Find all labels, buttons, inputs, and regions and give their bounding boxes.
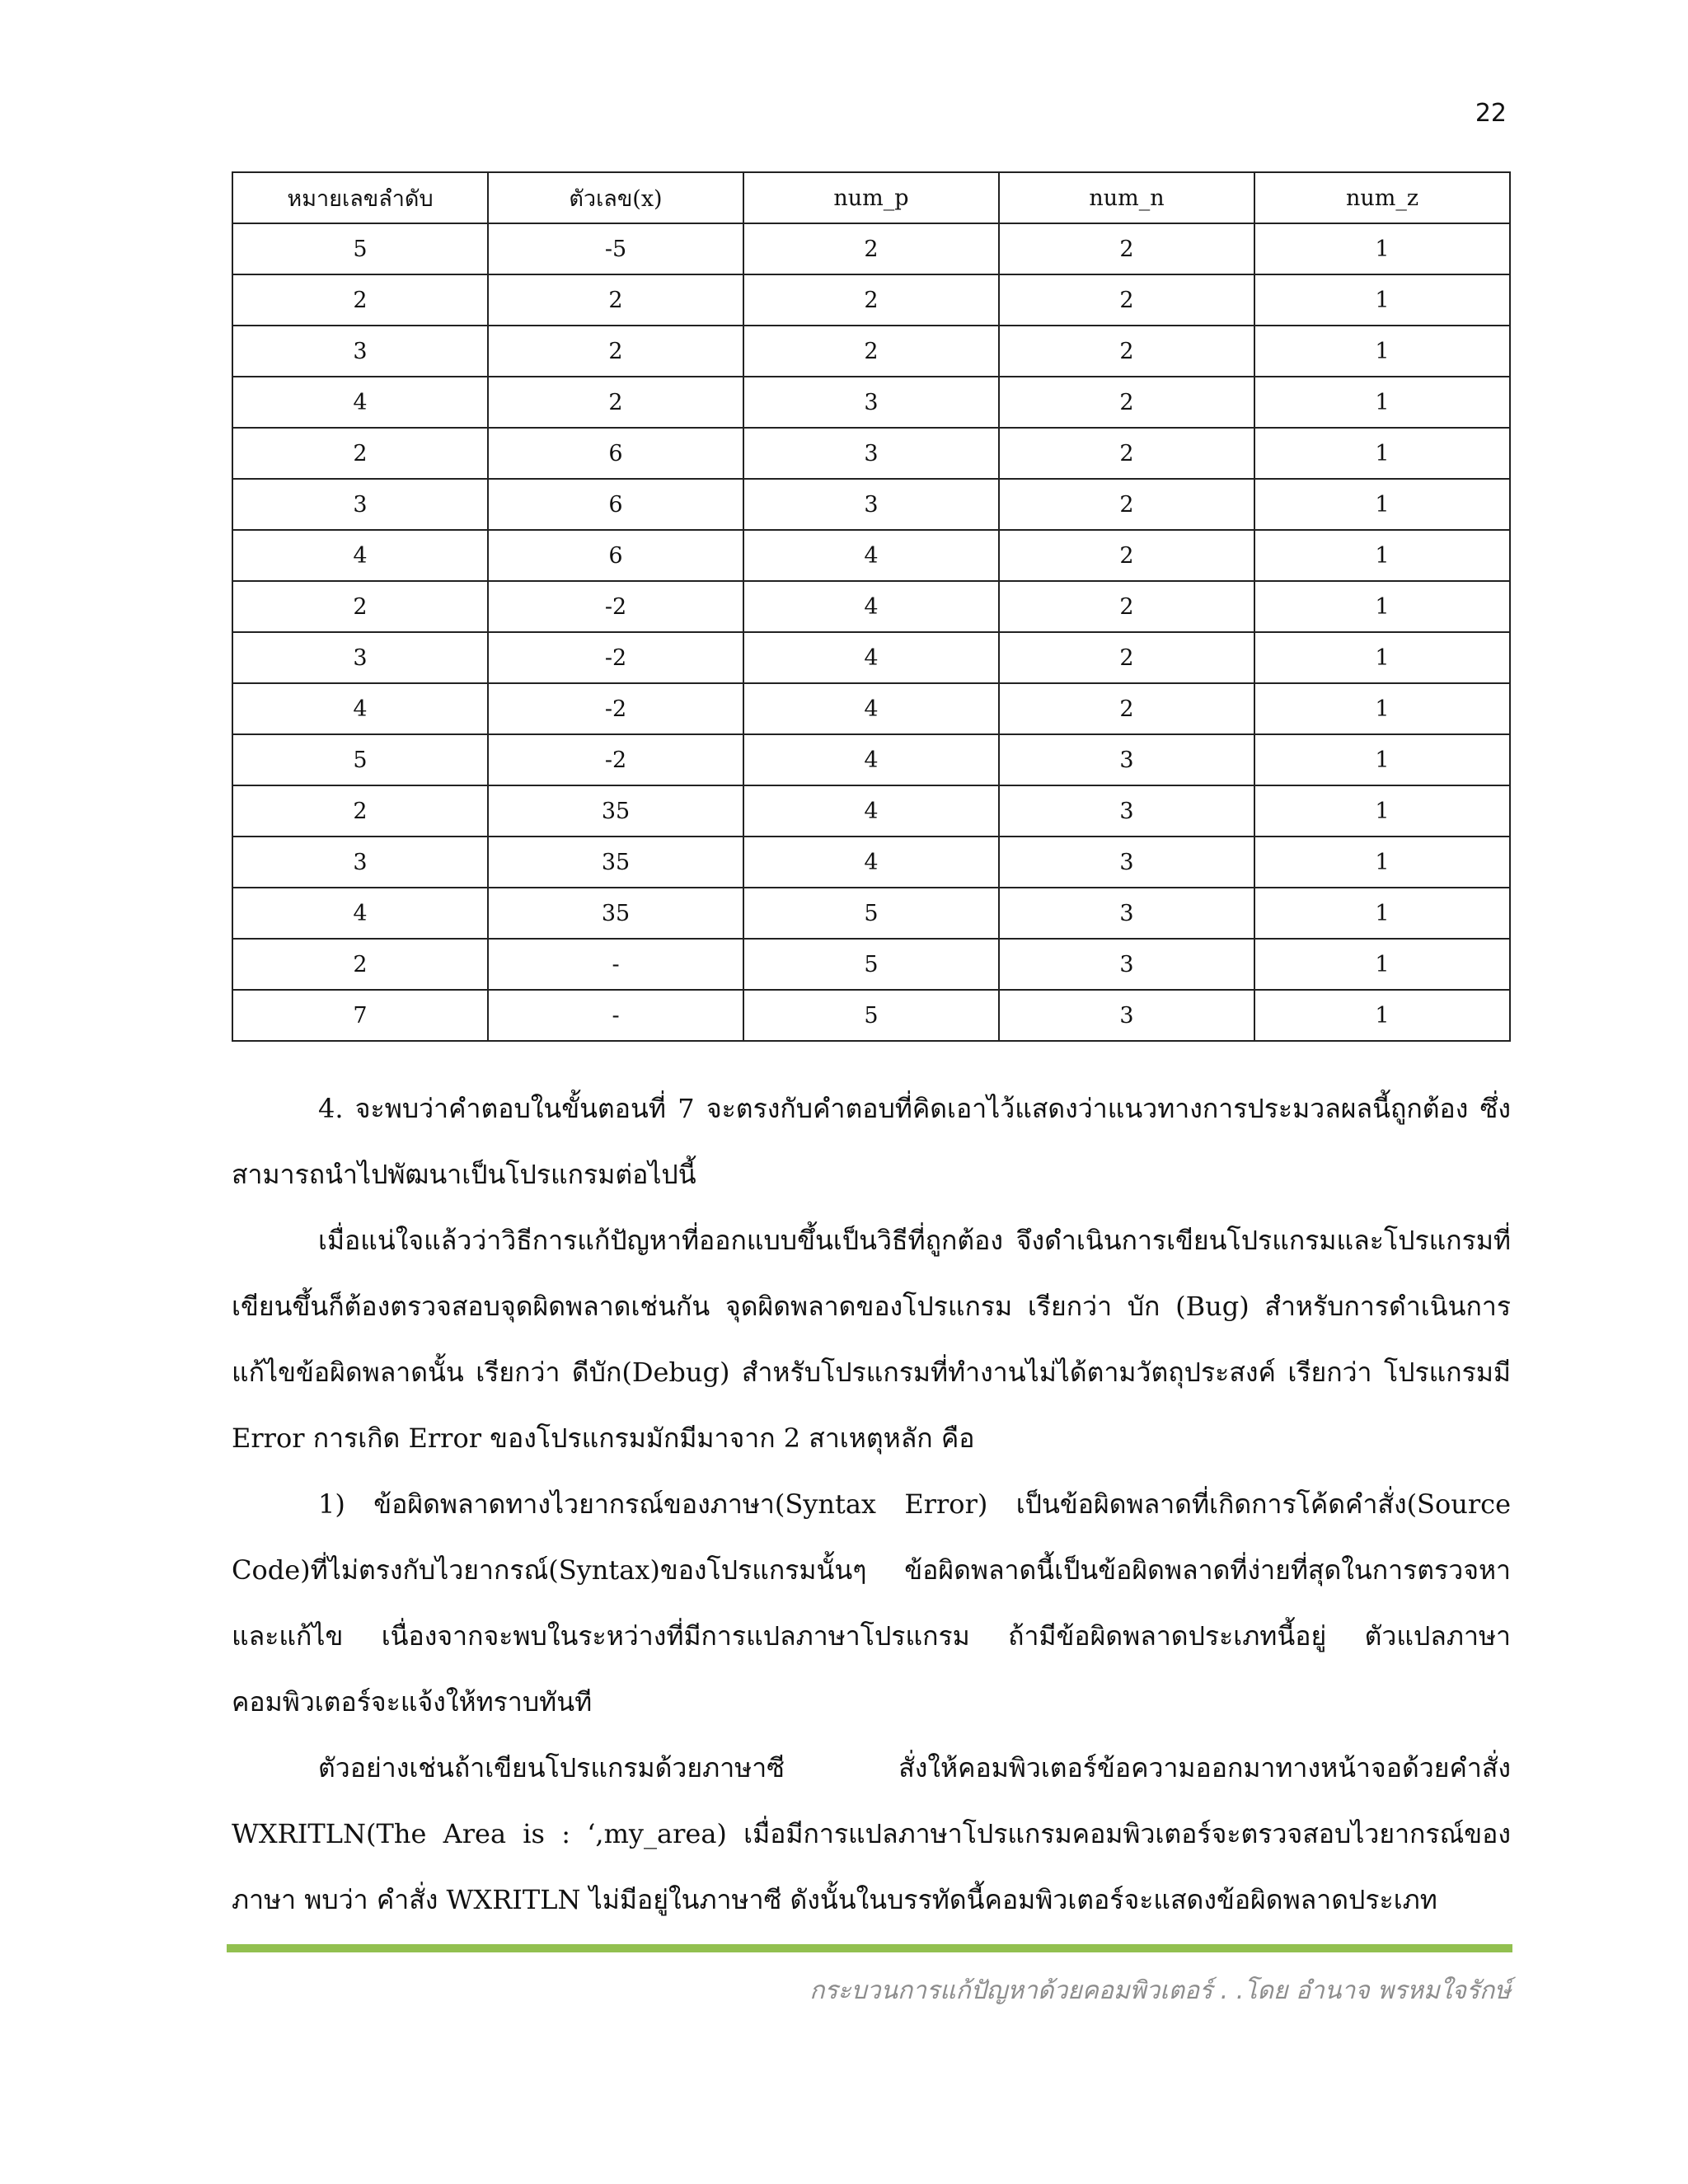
table-cell: 3 (743, 479, 999, 530)
table-cell: 1 (1254, 377, 1510, 428)
table-cell: 3 (999, 785, 1254, 837)
table-cell: 2 (999, 479, 1254, 530)
header-num-p: num_p (743, 172, 999, 223)
table-cell: 1 (1254, 785, 1510, 837)
table-cell: 2 (488, 377, 743, 428)
footer-divider (227, 1944, 1512, 1952)
table-cell: -5 (488, 223, 743, 274)
table-cell: 1 (1254, 888, 1510, 939)
table-row (232, 785, 1510, 837)
paragraph-example: ตัวอย่างเช่นถ้าเขียนโปรแกรมด้วยภาษาซี สั่งให้คอมพิวเตอร์ข้อความออกมาทางหน้าจอด้วยคำสั่ง WXRITLN(The Area is : ‘,my_area) เมื่อมีการแปลภาษาโปรแกรมคอมพิวเตอร์จะตรวจสอบไวยากรณ์ของภาษา พบว่า คำสั่ง WXRITLN ไม่มีอยู่ในภาษาซี ดังนั้นในบรรทัดนี้คอมพิวเตอร์จะแสดงข้อผิดพลาดประเภท (232, 1752, 1511, 1915)
table-row (232, 683, 1510, 734)
table-row (232, 939, 1510, 990)
table-cell: 2 (999, 581, 1254, 632)
table-cell: 3 (232, 837, 488, 888)
table-cell: 35 (488, 888, 743, 939)
table-cell: 6 (488, 530, 743, 581)
table-cell: 3 (999, 888, 1254, 939)
table-cell: 1 (1254, 837, 1510, 888)
table-cell: 7 (232, 990, 488, 1041)
table-cell: 1 (1254, 326, 1510, 377)
header-x: ตัวเลข(x) (488, 172, 743, 223)
table-cell: -2 (488, 734, 743, 785)
table-header-row (232, 172, 1510, 223)
table-cell: 4 (232, 530, 488, 581)
table-cell: 3 (232, 326, 488, 377)
table-row (232, 479, 1510, 530)
table-cell: 5 (232, 734, 488, 785)
table-cell: 3 (999, 939, 1254, 990)
table-row (232, 326, 1510, 377)
table-cell: 2 (999, 377, 1254, 428)
table-cell: 2 (232, 939, 488, 990)
table-cell: 2 (232, 581, 488, 632)
table-cell: 2 (743, 223, 999, 274)
table-cell: 1 (1254, 632, 1510, 683)
paragraph-syntax-error: 1) ข้อผิดพลาดทางไวยากรณ์ของภาษา(Syntax Error) เป็นข้อผิดพลาดที่เกิดการโค้ดคำสั่ง(Source Code)ที่ไม่ตรงกับไวยากรณ์(Syntax)ของโปรแกรมนั้นๆ ข้อผิดพลาดนี้เป็นข้อผิดพลาดที่ง่ายที่สุดในการตรวจหาและแก้ไข เนื่องจากจะพบในระหว่างที่มีการแปลภาษาโปรแกรม ถ้ามีข้อผิดพลาดประเภทนี้อยู่ ตัวแปลภาษา คอมพิวเตอร์จะแจ้งให้ทราบทันที (232, 1488, 1511, 1718)
table-cell: 4 (232, 888, 488, 939)
table-cell: 1 (1254, 939, 1510, 990)
table-cell: 2 (743, 274, 999, 326)
table-cell: 1 (1254, 530, 1510, 581)
table-cell: 4 (743, 530, 999, 581)
table-row (232, 734, 1510, 785)
table-row (232, 377, 1510, 428)
table-cell: 35 (488, 785, 743, 837)
table-cell: 2 (999, 530, 1254, 581)
paragraph-step4: 4. จะพบว่าคำตอบในขั้นตอนที่ 7 จะตรงกับคำตอบที่คิดเอาไว้แสดงว่าแนวทางการประมวลผลนี้ถูกต้อง ซึ่งสามารถนำไปพัฒนาเป็นโปรแกรมต่อไปนี้ (232, 1093, 1511, 1190)
table-cell: 4 (232, 377, 488, 428)
table-cell: 2 (232, 274, 488, 326)
table-cell: 1 (1254, 428, 1510, 479)
table-cell: 4 (743, 581, 999, 632)
table-row (232, 888, 1510, 939)
table-cell: 2 (999, 223, 1254, 274)
table-body (232, 223, 1510, 1041)
table-cell: 1 (1254, 223, 1510, 274)
footer-text: กระบวนการแก้ปัญหาด้วยคอมพิวเตอร์ . .โดย อำนาจ พรหมใจรักษ์ (809, 1976, 1511, 2005)
table-cell: 2 (232, 785, 488, 837)
table-cell: 4 (743, 785, 999, 837)
table-cell: 4 (743, 734, 999, 785)
table-row (232, 530, 1510, 581)
table-cell: - (488, 990, 743, 1041)
table-cell: 4 (232, 683, 488, 734)
table-cell: 1 (1254, 479, 1510, 530)
table-cell: 3 (232, 632, 488, 683)
table-cell: 1 (1254, 990, 1510, 1041)
table-row (232, 581, 1510, 632)
header-num-n: num_n (999, 172, 1254, 223)
header-num-z: num_z (1254, 172, 1510, 223)
table-cell: 2 (999, 632, 1254, 683)
table-cell: 1 (1254, 581, 1510, 632)
table-cell: 2 (488, 274, 743, 326)
table-cell: 6 (488, 428, 743, 479)
body-text (232, 1076, 1511, 1933)
table-cell: 5 (743, 888, 999, 939)
table-cell: 3 (999, 734, 1254, 785)
table-cell: 6 (488, 479, 743, 530)
table-cell: -2 (488, 581, 743, 632)
table-cell: 3 (743, 428, 999, 479)
table-cell: 3 (999, 990, 1254, 1041)
header-index: หมายเลขลำดับ (232, 172, 488, 223)
table-cell: 2 (743, 326, 999, 377)
table-cell: 5 (743, 990, 999, 1041)
table-cell: 2 (488, 326, 743, 377)
table-cell: 35 (488, 837, 743, 888)
table-cell: 1 (1254, 274, 1510, 326)
table-cell: -2 (488, 632, 743, 683)
table-cell: 3 (232, 479, 488, 530)
trace-table (232, 171, 1511, 1042)
paragraph-debug-intro: เมื่อแน่ใจแล้วว่าวิธีการแก้ปัญหาที่ออกแบบขึ้นเป็นวิธีที่ถูกต้อง จึงดำเนินการเขียนโปรแกรมและโปรแกรมที่เขียนขึ้นก็ต้องตรวจสอบจุดผิดพลาดเช่นกัน จุดผิดพลาดของโปรแกรม เรียกว่า บัก (Bug) สำหรับการดำเนินการแก้ไขข้อผิดพลาดนั้น เรียกว่า ดีบัก(Debug) สำหรับโปรแกรมที่ทำงานไม่ได้ตามวัตถุประสงค์ เรียกว่า โปรแกรมมี Error การเกิด Error ของโปรแกรมมักมีมาจาก 2 สาเหตุหลัก คือ (232, 1225, 1511, 1454)
table-row (232, 274, 1510, 326)
table-cell: -2 (488, 683, 743, 734)
table-cell: 5 (743, 939, 999, 990)
table-cell: - (488, 939, 743, 990)
table-row (232, 428, 1510, 479)
table-row (232, 223, 1510, 274)
table-cell: 2 (999, 274, 1254, 326)
table-cell: 4 (743, 837, 999, 888)
page-number: 22 (1475, 99, 1507, 128)
table-row (232, 632, 1510, 683)
table-cell: 4 (743, 683, 999, 734)
table-cell: 3 (743, 377, 999, 428)
table-cell: 2 (999, 428, 1254, 479)
table-cell: 4 (743, 632, 999, 683)
table-row (232, 837, 1510, 888)
table-cell: 5 (232, 223, 488, 274)
table-cell: 2 (999, 683, 1254, 734)
table-cell: 1 (1254, 734, 1510, 785)
table-cell: 3 (999, 837, 1254, 888)
table-cell: 2 (232, 428, 488, 479)
table-cell: 1 (1254, 683, 1510, 734)
table-row (232, 990, 1510, 1041)
table-cell: 2 (999, 326, 1254, 377)
